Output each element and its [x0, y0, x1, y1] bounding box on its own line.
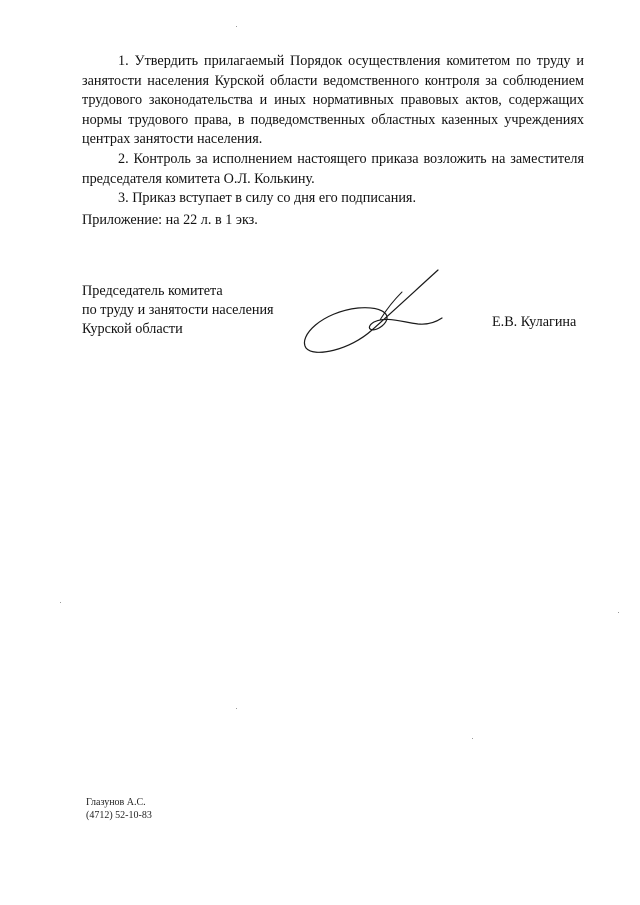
signer-name: Е.В. Кулагина: [492, 314, 577, 330]
signer-position: [82, 282, 274, 339]
signer-position-line-3: Курской области: [82, 321, 183, 337]
attachment-note: Приложение: на 22 л. в 1 экз.: [82, 212, 258, 228]
scan-speck: [60, 602, 61, 603]
signer-position-line-2: по труду и занятости населения: [82, 302, 274, 318]
scan-speck: [472, 738, 473, 739]
scan-speck: [618, 612, 619, 613]
scan-speck: [236, 26, 237, 27]
order-item-3: 3. Приказ вступает в силу со дня его подписания.: [118, 190, 416, 207]
order-body: [82, 52, 584, 209]
order-item-1: 1. Утвердить прилагаемый Порядок осуществления комитетом по труду и занятости населения Курской области ведомственного контроля за соблюдением трудового законодательства и иных нормативных правовых актов, содержащих нормы трудового права, в подведомственных областных казенных учреждениях центрах занятости населения.: [82, 53, 584, 148]
executor-phone: (4712) 52-10-83: [86, 810, 152, 821]
executor-name: Глазунов А.С.: [86, 797, 146, 808]
handwritten-signature: [298, 262, 448, 358]
executor-info: [86, 796, 152, 822]
scan-speck: [236, 708, 237, 709]
order-item-2: 2. Контроль за исполнением настоящего приказа возложить на заместителя председателя комитета О.Л. Колькину.: [82, 150, 584, 187]
signer-position-line-1: Председатель комитета: [82, 283, 223, 299]
